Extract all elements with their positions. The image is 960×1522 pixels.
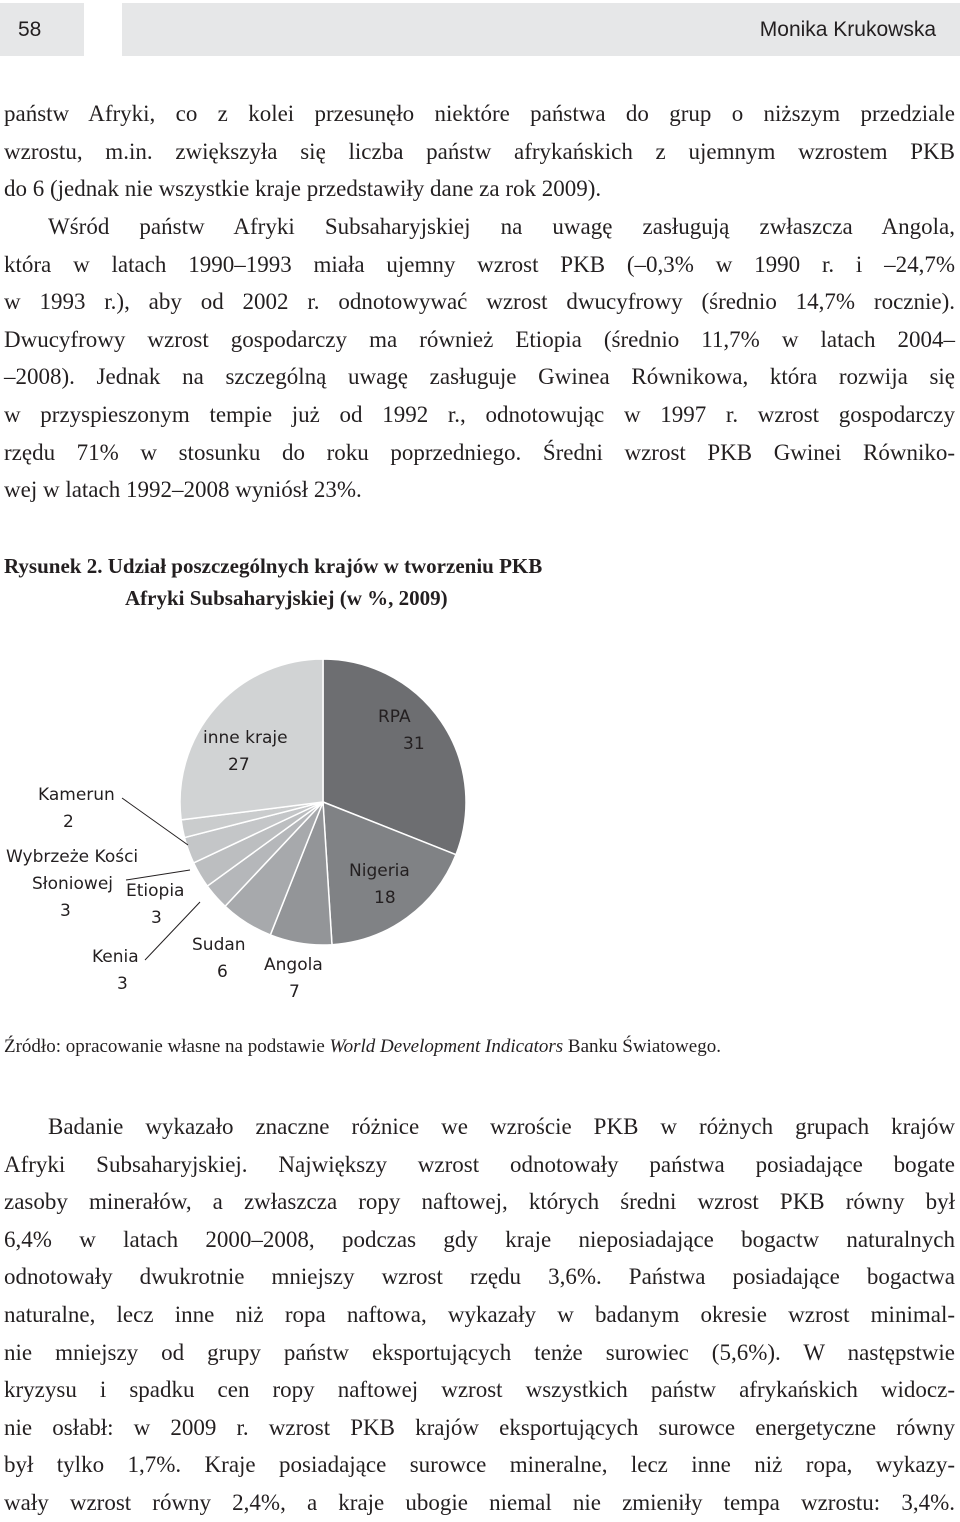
- text-line: wej w latach 1992–2008 wyniósł 23%.: [4, 477, 362, 503]
- text-line: wały wzrost równy 2,4%, a kraje ubogie niemal nie zmieniły tempa wzrostu: 3,4%.: [4, 1489, 955, 1515]
- text-line: która w latach 1990–1993 miała ujemny wzrost PKB (–0,3% w 1990 r. i –24,7%: [4, 251, 955, 277]
- source-title: World Development Indicators: [329, 1036, 564, 1057]
- text-line: Badanie wykazało znaczne różnice we wzroście PKB w różnych grupach krajów: [48, 1114, 955, 1139]
- paragraph-1: [4, 95, 955, 208]
- text-line: 6,4% w latach 2000–2008, podczas gdy kraje nieposiadające bogactw naturalnych: [4, 1226, 955, 1252]
- text-line: naturalne, lecz inne niż ropa naftowa, wykazały w badanym okresie wzrost minimal-: [4, 1301, 955, 1327]
- pie-label-inne-kraje: inne kraje 27: [203, 728, 288, 775]
- running-head-box: [122, 3, 960, 56]
- text-line: wzrostu, m.in. zwiększyła się liczba państw afrykańskich z ujemnym wzrostem PKB: [4, 138, 955, 164]
- figure-source: [4, 1030, 721, 1064]
- text-line: zasoby minerałów, a zwłaszcza ropy naftowej, których średni wzrost PKB równy był: [4, 1189, 955, 1215]
- text-line: w 1993 r.), aby od 2002 r. odnotowywać wzrost dwucyfrowy (średnio 14,7% rocznie).: [4, 289, 955, 315]
- pie-chart: [0, 640, 520, 1020]
- page-header: [0, 3, 960, 56]
- text-line: Afryki Subsaharyjskiej. Największy wzrost odnotowały państwa posiadające bogate: [4, 1151, 955, 1177]
- page-number-box: [0, 3, 84, 56]
- text-line: nie osłabł: w 2009 r. wzrost PKB krajów eksportujących surowce energetyczne równy: [4, 1414, 955, 1440]
- source-prefix: Źródło: opracowanie własne na podstawie: [4, 1036, 330, 1057]
- text-line: Wśród państw Afryki Subsaharyjskiej na uwagę zasługują zwłaszcza Angola,: [48, 214, 955, 239]
- pie-label-angola: Angola 7: [264, 955, 323, 1002]
- running-head: Monika Krukowska: [759, 18, 936, 41]
- text-line: kryzysu i spadku cen ropy naftowej wzrost wszystkich państw afrykańskich widocz-: [4, 1377, 955, 1403]
- figure-title-line-2: Afryki Subsaharyjskiej (w %, 2009): [125, 586, 448, 610]
- text-line: Dwucyfrowy wzrost gospodarczy ma również Etiopia (średnio 11,7% w latach 2004–: [4, 326, 955, 352]
- figure-label: Rysunek 2.: [4, 554, 103, 578]
- text-line: rzędu 71% w stosunku do roku poprzedniego. Średni wzrost PKB Gwinei Równiko-: [4, 439, 955, 465]
- pie-label-nigeria: Nigeria 18: [349, 861, 410, 908]
- text-line: odnotowały dwukrotnie mniejszy wzrost rzędu 3,6%. Państwa posiadające bogactwa: [4, 1264, 955, 1290]
- pie-slices: [180, 659, 466, 945]
- text-line: państw Afryki, co z kolei przesunęło niektóre państwa do grup o niższym przedziale: [4, 101, 955, 126]
- text-line: był tylko 1,7%. Kraje posiadające surowce mineralne, lecz inne niż ropa, wykazy-: [4, 1452, 955, 1478]
- figure-title-line-1: Udział poszczególnych krajów w tworzeniu PKB: [107, 554, 543, 578]
- pie-leader-wybrzeze-kosci-sloniowej: [126, 870, 190, 880]
- pie-label-kenia: Kenia 3: [92, 947, 139, 994]
- pie-leader-kamerun: [122, 798, 188, 845]
- pie-label-rpa: RPA 31: [378, 707, 425, 754]
- figure-caption-line-1: [4, 550, 542, 582]
- pie-label-kamerun: Kamerun 2: [38, 785, 115, 832]
- source-suffix: Banku Światowego.: [563, 1036, 721, 1057]
- pie-label-sudan: Sudan 6: [192, 935, 246, 982]
- text-line: nie mniejszy od grupy państw eksportujących tenże surowiec (5,6%). W następstwie: [4, 1339, 955, 1365]
- text-line: do 6 (jednak nie wszystkie kraje przedstawiły dane za rok 2009).: [4, 176, 602, 202]
- page-number: 58: [18, 18, 42, 41]
- text-line: w przyspieszonym tempie już od 1992 r., odnotowując w 1997 r. wzrost gospodarczy: [4, 401, 955, 427]
- pie-label-wybrzeze-kosci-sloniowej: Wybrzeże Kości Słoniowej 3: [6, 847, 139, 921]
- paragraph-2: [4, 208, 955, 509]
- pie-label-etiopia: Etiopia 3: [126, 881, 185, 928]
- text-line: –2008). Jednak na szczególną uwagę zasługuje Gwinea Równikowa, która rozwija się: [4, 364, 955, 390]
- figure-caption: [4, 550, 542, 614]
- paragraph-3: [4, 1108, 955, 1522]
